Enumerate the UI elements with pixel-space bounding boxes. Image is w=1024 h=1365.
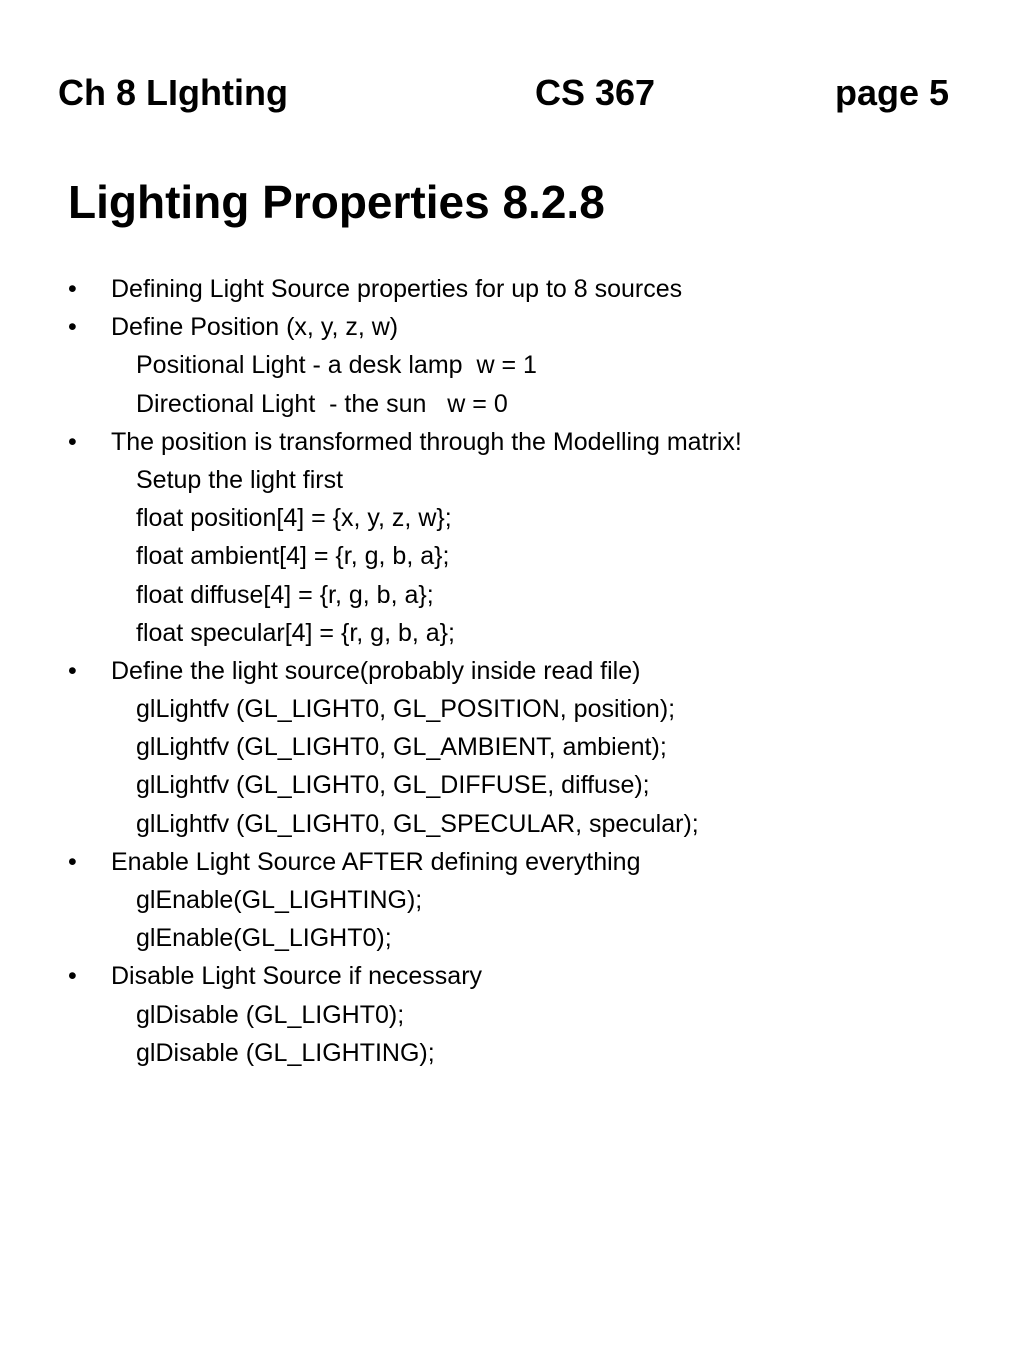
indented-text: glLightfv (GL_LIGHT0, GL_AMBIENT, ambient); [136,733,667,762]
content-list [0,270,1024,1072]
slide-title: Lighting Properties 8.2.8 [68,176,605,228]
indented-line [0,728,1024,766]
indented-text: glEnable(GL_LIGHT0); [136,924,392,953]
indented-line [0,805,1024,843]
bullet-text: The position is transformed through the Modelling matrix! [111,427,742,456]
bullet-text: Disable Light Source if necessary [111,962,483,991]
indented-text: glDisable (GL_LIGHTING); [136,1038,435,1067]
indented-text: glLightfv (GL_LIGHT0, GL_POSITION, position); [136,695,676,724]
slide-header [0,70,1024,115]
bullet-marker: • [68,847,77,876]
indented-text: glEnable(GL_LIGHTING); [136,886,423,914]
indented-line [0,1034,1024,1072]
indented-text: float position[4] = {x, y, z, w}; [136,504,452,533]
indented-text: Setup the light first [136,465,344,494]
bullet-item [0,270,1024,308]
indented-text: float ambient[4] = {r, g, b, a}; [136,542,450,571]
indented-line [0,499,1024,537]
bullet-item [0,957,1024,995]
indented-line [0,576,1024,614]
bullet-item [0,423,1024,461]
chapter-label: Ch 8 LIghting [58,72,288,113]
indented-line [0,881,1024,919]
indented-line [0,385,1024,423]
bullet-marker: • [68,427,77,456]
bullet-marker: • [68,275,77,303]
indented-text: float diffuse[4] = {r, g, b, a}; [136,580,434,609]
indented-text: glDisable (GL_LIGHT0); [136,1000,405,1029]
bullet-item [0,843,1024,881]
bullet-item [0,308,1024,346]
bullet-text: Enable Light Source AFTER defining everything [111,847,641,876]
indented-line [0,766,1024,804]
bullet-marker: • [68,313,77,342]
indented-line [0,537,1024,575]
indented-text: glLightfv (GL_LIGHT0, GL_SPECULAR, specular); [136,809,699,838]
indented-line [0,461,1024,499]
bullet-item [0,652,1024,690]
indented-text: glLightfv (GL_LIGHT0, GL_DIFFUSE, diffuse); [136,771,650,800]
bullet-text: Defining Light Source properties for up to 8 sources [111,275,683,303]
indented-line [0,919,1024,957]
indented-text: float specular[4] = {r, g, b, a}; [136,618,455,647]
course-label: CS 367 [535,72,656,113]
indented-text: Directional Light - the sun w = 0 [136,389,508,418]
indented-line [0,614,1024,652]
indented-text: Positional Light - a desk lamp w = 1 [136,351,537,380]
bullet-marker: • [68,656,77,685]
bullet-text: Define Position (x, y, z, w) [111,313,399,342]
bullet-marker: • [68,962,77,991]
page-number: page 5 [835,72,950,113]
bullet-text: Define the light source(probably inside read file) [111,656,641,685]
indented-line [0,996,1024,1034]
indented-line [0,346,1024,384]
indented-line [0,690,1024,728]
